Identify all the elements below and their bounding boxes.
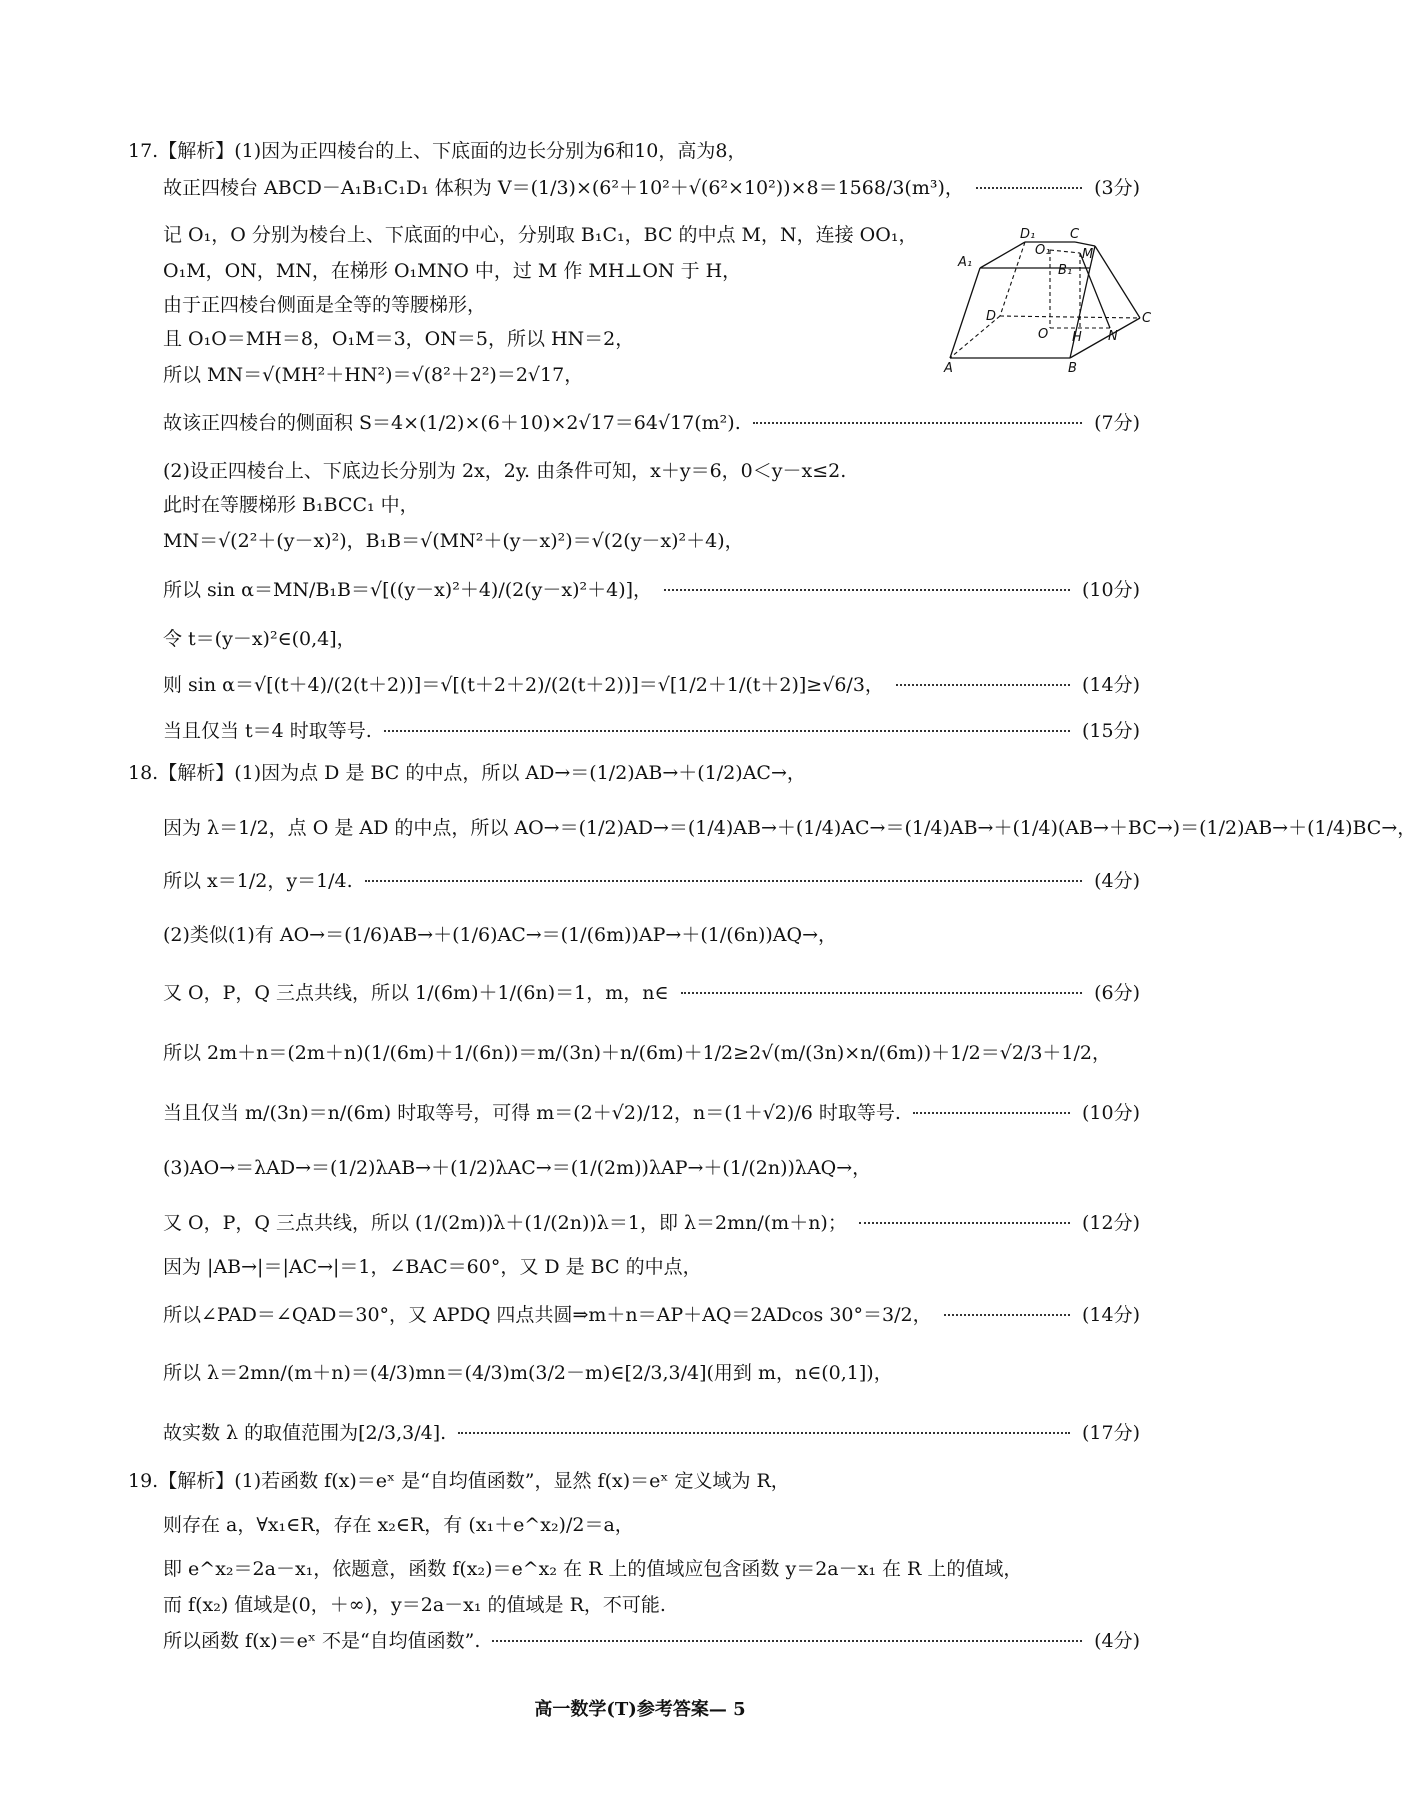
q19-line-1: 19.【解析】(1)若函数 f(x)＝eˣ 是“自均值函数”，显然 f(x)＝eˣ 定义域为 R，: [128, 1470, 790, 1492]
q19-line-4: 而 f(x₂) 值域是(0，＋∞)，y＝2a－x₁ 的值域是 R，不可能.: [163, 1594, 666, 1616]
label-d: D: [986, 309, 997, 324]
q17-line-4: O₁M，ON，MN，在梯形 O₁MNO 中，过 M 作 MH⊥ON 于 H，: [163, 260, 742, 282]
q17-line-3: 记 O₁，O 分别为棱台上、下底面的中心，分别取 B₁C₁，BC 的中点 M，N，连接 OO₁，: [163, 224, 918, 246]
label-o: O: [1038, 327, 1049, 342]
q18-line-1: 18.【解析】(1)因为点 D 是 BC 的中点，所以 AD→＝(1/2)AB→＋(1/2)AC→，: [128, 762, 806, 784]
q17-line-1: 17.【解析】(1)因为正四棱台的上、下底面的边长分别为6和10，高为8，: [128, 140, 747, 162]
page-footer: 高一数学(T)参考答案— 5: [534, 1699, 746, 1720]
label-a: A: [944, 361, 953, 376]
q17-line-9: (2)设正四棱台上、下底边长分别为 2x，2y. 由条件可知，x＋y＝6，0＜y－x≤2.: [163, 460, 847, 482]
q18-line-10: 因为 |AB→|＝|AC→|＝1，∠BAC＝60°，又 D 是 BC 的中点，: [163, 1256, 702, 1278]
q19-line-2: 则存在 a，∀x₁∈R，存在 x₂∈R，有 (x₁＋e^x₂)/2＝a，: [163, 1514, 634, 1536]
frustum-figure: [940, 228, 1150, 378]
label-d1: D₁: [1020, 227, 1036, 242]
label-c: C: [1142, 311, 1152, 326]
q18-line-6: 所以 2m＋n＝(2m＋n)(1/(6m)＋1/(6n))＝m/(3n)＋n/(6m)＋1/2≥2√(m/(3n)×n/(6m))＋1/2＝√2/3＋1/2，: [163, 1042, 1111, 1064]
q18-line-5: 又 O，P，Q 三点共线，所以 1/(6m)＋1/(6n)＝1，m，n∈ (6分): [163, 982, 1140, 1004]
label-c1: C: [1070, 227, 1080, 242]
score-3: (3分): [1094, 177, 1140, 199]
label-a1: A₁: [958, 255, 973, 270]
q18-line-8: (3)AO→＝λAD→＝(1/2)λAB→＋(1/2)λAC→＝(1/(2m))λAP→＋(1/(2n))λAQ→，: [163, 1157, 872, 1179]
q17-line-6: 且 O₁O＝MH＝8，O₁M＝3，ON＝5，所以 HN＝2，: [163, 328, 635, 350]
label-b1: B₁: [1058, 263, 1073, 278]
label-b: B: [1068, 361, 1077, 376]
q18-line-11: 所以∠PAD＝∠QAD＝30°，又 APDQ 四点共圆⇒m＋n＝AP＋AQ＝2ADcos 30°＝3/2， (14分): [163, 1304, 1140, 1326]
q17-line-7: 所以 MN＝√(MH²＋HN²)＝√(8²＋2²)＝2√17，: [163, 364, 584, 386]
label-o1: O₁: [1035, 243, 1051, 258]
q18-line-13: 故实数 λ 的取值范围为[2/3,3/4]. (17分): [163, 1422, 1140, 1444]
q17-line-13: 令 t＝(y－x)²∈(0,4]，: [163, 628, 356, 650]
label-n: N: [1108, 329, 1118, 344]
q19-line-3: 即 e^x₂＝2a－x₁，依题意，函数 f(x₂)＝e^x₂ 在 R 上的值域应包含函数 y＝2a－x₁ 在 R 上的值域，: [163, 1558, 1023, 1580]
label-m: M: [1082, 247, 1094, 262]
q17-line-14: 则 sin α＝√[(t＋4)/(2(t＋2))]＝√[(t＋2＋2)/(2(t＋2))]＝√[1/2＋1/(t＋2)]≥√6/3， (14分): [163, 674, 1140, 696]
q19-line-5: 所以函数 f(x)＝eˣ 不是“自均值函数”. (4分): [163, 1630, 1140, 1652]
q17-line-15: 当且仅当 t＝4 时取等号. (15分): [163, 720, 1140, 742]
q17-line-10: 此时在等腰梯形 B₁BCC₁ 中，: [163, 494, 419, 516]
q17-line-2: 故正四棱台 ABCD－A₁B₁C₁D₁ 体积为 V＝(1/3)×(6²＋10²＋√(6²×10²))×8＝1568/3(m³)， (3分): [163, 177, 1140, 199]
q18-line-2: 因为 λ＝1/2，点 O 是 AD 的中点，所以 AO→＝(1/2)AD→＝(1/4)AB→＋(1/4)AC→＝(1/4)AB→＋(1/4)(AB→＋BC→)＝(1/2)AB→＋(1/4)BC→，: [163, 817, 1416, 839]
q17-line-11: MN＝√(2²＋(y－x)²)，B₁B＝√(MN²＋(y－x)²)＝√(2(y－x)²＋4)，: [163, 530, 744, 552]
q17-line-8: 故该正四棱台的侧面积 S＝4×(1/2)×(6＋10)×2√17＝64√17(m²). (7分): [163, 412, 1140, 434]
q17-line-12: 所以 sin α＝MN/B₁B＝√[((y－x)²＋4)/(2(y－x)²＋4)]， (10分): [163, 579, 1140, 601]
q18-line-4: (2)类似(1)有 AO→＝(1/6)AB→＋(1/6)AC→＝(1/(6m))AP→＋(1/(6n))AQ→，: [163, 924, 838, 946]
q18-line-12: 所以 λ＝2mn/(m＋n)＝(4/3)mn＝(4/3)m(3/2－m)∈[2/3,3/4](用到 m，n∈(0,1])，: [163, 1362, 893, 1384]
label-h: H: [1072, 330, 1082, 345]
q18-line-7: 当且仅当 m/(3n)＝n/(6m) 时取等号，可得 m＝(2＋√2)/12，n＝(1＋√2)/6 时取等号. (10分): [163, 1102, 1140, 1124]
q18-line-3: 所以 x＝1/2，y＝1/4. (4分): [163, 870, 1140, 892]
q18-line-9: 又 O，P，Q 三点共线，所以 (1/(2m))λ＋(1/(2n))λ＝1，即 λ＝2mn/(m＋n)； (12分): [163, 1212, 1140, 1234]
q17-line-5: 由于正四棱台侧面是全等的等腰梯形，: [163, 294, 487, 316]
